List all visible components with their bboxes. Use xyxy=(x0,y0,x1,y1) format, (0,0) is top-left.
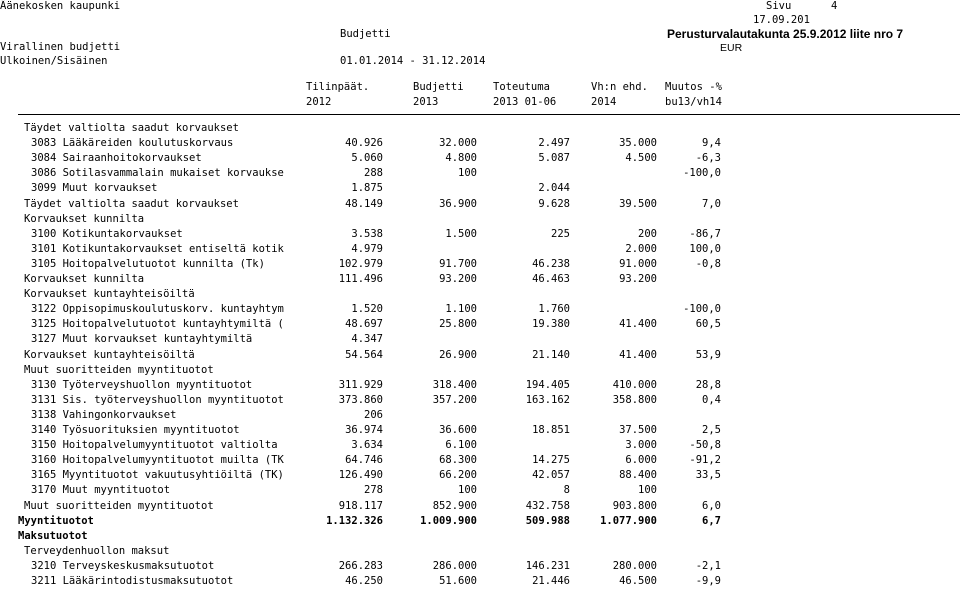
cell-change-percent: -6,3 xyxy=(695,152,721,165)
cell-budget-2013: 93.200 xyxy=(439,273,477,285)
cell-change-percent: -0,8 xyxy=(695,257,721,270)
table-row xyxy=(0,272,960,287)
cell-budget-2013: 4.800 xyxy=(445,152,477,165)
cell-budget-2013: 51.600 xyxy=(439,575,477,587)
row-label: 3105 Hoitopalvelutuotot kunnilta (Tk) xyxy=(31,257,265,270)
cell-actual-2012: 206 xyxy=(364,408,383,421)
col-header-budget-2013: Budjetti xyxy=(413,81,464,93)
row-label: 3100 Kotikuntakorvaukset xyxy=(31,227,183,240)
cell-proposal-2014: 4.500 xyxy=(625,152,657,165)
cell-realization-2013: 14.275 xyxy=(532,454,570,467)
col-header-budget-2013-year: 2013 xyxy=(413,96,439,108)
table-row xyxy=(0,529,960,544)
cell-realization-2013: 2.497 xyxy=(538,137,570,150)
cell-budget-2013: 25.800 xyxy=(439,318,477,331)
table-row xyxy=(0,393,960,408)
row-label: Korvaukset kuntayhteisöiltä xyxy=(24,288,195,301)
cell-proposal-2014: 88.400 xyxy=(619,469,657,482)
cell-actual-2012: 3.538 xyxy=(351,227,383,240)
cell-realization-2013: 1.760 xyxy=(538,303,570,316)
row-label: Korvaukset kuntayhteisöiltä xyxy=(24,348,195,361)
cell-proposal-2014: 903.800 xyxy=(612,499,657,512)
row-label: Korvaukset kunnilta xyxy=(24,212,145,225)
cell-actual-2012: 126.490 xyxy=(338,469,383,482)
row-label: Täydet valtiolta saadut korvaukset xyxy=(24,197,239,210)
cell-actual-2012: 48.697 xyxy=(345,318,383,331)
cell-change-percent: 9,4 xyxy=(702,137,721,150)
cell-actual-2012: 48.149 xyxy=(345,197,383,210)
table-row xyxy=(0,499,960,514)
cell-realization-2013: 432.758 xyxy=(525,499,570,512)
row-label: 3131 Sis. työterveyshuollon myyntituotot xyxy=(31,393,284,406)
row-label: 3165 Myyntituotot vakuutusyhtiöiltä (TK) xyxy=(31,469,284,482)
cell-realization-2013: 8 xyxy=(563,484,570,497)
cell-proposal-2014: 6.000 xyxy=(625,454,657,467)
cell-change-percent: 6,7 xyxy=(702,514,721,527)
cell-change-percent: 100,0 xyxy=(689,242,721,255)
cell-realization-2013: 194.405 xyxy=(525,378,570,391)
cell-proposal-2014: 91.000 xyxy=(619,257,657,270)
cell-proposal-2014: 41.400 xyxy=(619,318,657,331)
cell-budget-2013: 36.600 xyxy=(439,424,477,436)
table-row xyxy=(0,483,960,498)
row-label: Terveydenhuollon maksut xyxy=(24,544,170,557)
cell-change-percent: 6,0 xyxy=(702,499,721,512)
cell-budget-2013: 318.400 xyxy=(432,378,477,391)
table-row xyxy=(0,121,960,136)
table-row xyxy=(0,227,960,242)
cell-change-percent: 7,0 xyxy=(702,197,721,210)
col-header-change-basis: bu13/vh14 xyxy=(665,96,722,108)
col-header-change: Muutos -% xyxy=(665,81,722,93)
table-row xyxy=(0,197,960,212)
table-row xyxy=(0,408,960,423)
cell-change-percent: -91,2 xyxy=(689,454,721,467)
col-header-proposal-year: 2014 xyxy=(591,96,617,108)
row-label: 3160 Hoitopalvelumyyntituotot muilta (TK xyxy=(31,454,284,467)
cell-realization-2013: 146.231 xyxy=(525,559,570,572)
cell-actual-2012: 278 xyxy=(364,484,383,497)
table-row xyxy=(0,136,960,151)
cell-change-percent: 60,5 xyxy=(695,318,721,331)
cell-actual-2012: 46.250 xyxy=(345,575,383,587)
cell-budget-2013: 91.700 xyxy=(439,257,477,270)
table-row xyxy=(0,317,960,332)
table-row xyxy=(0,242,960,257)
row-label: 3084 Sairaanhoitokorvaukset xyxy=(31,152,202,165)
cell-proposal-2014: 46.500 xyxy=(619,575,657,587)
row-label: 3083 Lääkäreiden koulutuskorvaus xyxy=(31,137,234,150)
col-header-actual-2012: Tilinpäät. xyxy=(306,81,370,93)
cell-proposal-2014: 37.500 xyxy=(619,424,657,436)
cell-proposal-2014: 280.000 xyxy=(612,559,657,572)
cell-budget-2013: 100 xyxy=(458,484,477,497)
cell-proposal-2014: 93.200 xyxy=(619,273,657,285)
cell-change-percent: -9,9 xyxy=(695,575,721,587)
row-label: Maksutuotot xyxy=(18,529,88,542)
cell-budget-2013: 32.000 xyxy=(439,137,477,150)
cell-realization-2013: 19.380 xyxy=(532,318,570,331)
row-label: 3099 Muut korvaukset xyxy=(31,182,158,195)
cell-realization-2013: 46.463 xyxy=(532,273,570,285)
cell-proposal-2014: 1.077.900 xyxy=(600,514,657,527)
cell-budget-2013: 357.200 xyxy=(432,393,477,406)
row-label: Täydet valtiolta saadut korvaukset xyxy=(24,122,239,134)
row-label: 3101 Kotikuntakorvaukset entiseltä kotik xyxy=(31,242,284,255)
table-row xyxy=(0,332,960,347)
table-row xyxy=(0,453,960,468)
cell-change-percent: 0,4 xyxy=(702,393,721,406)
table-row xyxy=(0,181,960,196)
cell-actual-2012: 111.496 xyxy=(338,273,383,285)
row-label: 3170 Muut myyntituotot xyxy=(31,484,171,497)
cell-realization-2013: 21.140 xyxy=(532,348,570,361)
table-row xyxy=(0,423,960,438)
table-row xyxy=(0,287,960,302)
table-row xyxy=(0,378,960,393)
cell-realization-2013: 18.851 xyxy=(532,424,570,436)
row-label: 3210 Terveyskeskusmaksutuotot xyxy=(31,559,215,572)
table-row xyxy=(0,468,960,483)
cell-actual-2012: 3.634 xyxy=(351,439,383,452)
cell-change-percent: -100,0 xyxy=(683,303,721,316)
cell-proposal-2014: 100 xyxy=(638,484,657,497)
official-budget-label: Virallinen budjetti xyxy=(0,41,121,53)
col-header-actual-2012-year: 2012 xyxy=(306,96,332,108)
cell-actual-2012: 1.875 xyxy=(351,182,383,195)
cell-budget-2013: 6.100 xyxy=(445,439,477,452)
table-row xyxy=(0,302,960,317)
cell-change-percent: -2,1 xyxy=(695,559,721,572)
cell-realization-2013: 5.087 xyxy=(538,152,570,165)
city-name: Äänekosken kaupunki xyxy=(0,0,121,12)
cell-realization-2013: 9.628 xyxy=(538,197,570,210)
cell-actual-2012: 1.520 xyxy=(351,303,383,316)
table-row xyxy=(0,348,960,363)
cell-proposal-2014: 39.500 xyxy=(619,197,657,210)
row-label: 3125 Hoitopalvelutuotot kuntayhtymiltä ( xyxy=(31,318,284,331)
table-row xyxy=(0,151,960,166)
cell-actual-2012: 64.746 xyxy=(345,454,383,467)
cell-realization-2013: 2.044 xyxy=(538,182,570,195)
cell-actual-2012: 311.929 xyxy=(338,378,383,391)
cell-proposal-2014: 200 xyxy=(638,227,657,240)
header-divider xyxy=(18,114,960,115)
cell-proposal-2014: 410.000 xyxy=(612,378,657,391)
table-row xyxy=(0,559,960,574)
cell-actual-2012: 40.926 xyxy=(345,137,383,150)
cell-budget-2013: 26.900 xyxy=(439,348,477,361)
currency-label: EUR xyxy=(720,42,743,54)
cell-realization-2013: 509.988 xyxy=(525,514,570,527)
cell-budget-2013: 286.000 xyxy=(432,559,477,572)
cell-proposal-2014: 2.000 xyxy=(625,242,657,255)
row-label: 3211 Lääkärintodistusmaksutuotot xyxy=(31,575,234,587)
cell-change-percent: -86,7 xyxy=(689,227,721,240)
cell-actual-2012: 102.979 xyxy=(338,257,383,270)
cell-realization-2013: 163.162 xyxy=(525,393,570,406)
budget-type: Budjetti xyxy=(340,28,391,40)
row-label: 3127 Muut korvaukset kuntayhtymiltä xyxy=(31,333,253,346)
cell-actual-2012: 1.132.326 xyxy=(326,514,383,527)
table-row xyxy=(0,166,960,181)
col-header-proposal: Vh:n ehd. xyxy=(591,81,648,93)
row-label: Myyntituotot xyxy=(18,514,94,527)
table-row xyxy=(0,212,960,227)
cell-realization-2013: 225 xyxy=(551,227,570,240)
cell-actual-2012: 4.979 xyxy=(351,242,383,255)
cell-actual-2012: 5.060 xyxy=(351,152,383,165)
page-number: 4 xyxy=(831,0,838,12)
cell-budget-2013: 36.900 xyxy=(439,197,477,210)
col-header-realization: Toteutuma xyxy=(493,81,550,93)
cell-actual-2012: 266.283 xyxy=(338,559,383,572)
table-row xyxy=(0,438,960,453)
table-row xyxy=(0,574,960,589)
cell-realization-2013: 21.446 xyxy=(532,575,570,587)
cell-actual-2012: 288 xyxy=(364,167,383,180)
row-label: 3150 Hoitopalvelumyyntituotot valtiolta xyxy=(31,439,278,452)
col-header-realization-period: 2013 01-06 xyxy=(493,96,557,108)
cell-change-percent: -50,8 xyxy=(689,439,721,452)
row-label: 3122 Oppisopimuskoulutuskorv. kuntayhtym xyxy=(31,303,284,316)
committee-title: Perusturvalautakunta 25.9.2012 liite nro 7 xyxy=(667,27,904,41)
table-row xyxy=(0,544,960,559)
row-label: Muut suoritteiden myyntituotot xyxy=(24,499,214,512)
cell-change-percent: 28,8 xyxy=(695,378,721,391)
row-label: 3086 Sotilasvammalain mukaiset korvaukse xyxy=(31,167,284,180)
table-row xyxy=(0,514,960,529)
cell-budget-2013: 68.300 xyxy=(439,454,477,467)
cell-change-percent: 2,5 xyxy=(702,424,721,436)
cell-budget-2013: 852.900 xyxy=(432,499,477,512)
cell-proposal-2014: 358.800 xyxy=(612,393,657,406)
cell-actual-2012: 918.117 xyxy=(338,499,383,512)
cell-actual-2012: 373.860 xyxy=(338,393,383,406)
row-label: Korvaukset kunnilta xyxy=(24,273,145,285)
cell-budget-2013: 66.200 xyxy=(439,469,477,482)
row-label: 3130 Työterveyshuollon myyntituotot xyxy=(31,378,253,391)
row-label: 3138 Vahingonkorvaukset xyxy=(31,408,177,421)
cell-budget-2013: 1.009.900 xyxy=(420,514,477,527)
budget-period: 01.01.2014 - 31.12.2014 xyxy=(340,55,486,67)
cell-actual-2012: 4.347 xyxy=(351,333,383,346)
scope-label: Ulkoinen/Sisäinen xyxy=(0,55,108,67)
cell-proposal-2014: 35.000 xyxy=(619,137,657,150)
table-row xyxy=(0,363,960,378)
cell-proposal-2014: 41.400 xyxy=(619,348,657,361)
cell-realization-2013: 42.057 xyxy=(532,469,570,482)
cell-actual-2012: 54.564 xyxy=(345,348,383,361)
cell-change-percent: -100,0 xyxy=(683,167,721,180)
table-row xyxy=(0,257,960,272)
cell-budget-2013: 100 xyxy=(458,167,477,180)
page-label: Sivu xyxy=(766,0,792,12)
cell-realization-2013: 46.238 xyxy=(532,257,570,270)
cell-actual-2012: 36.974 xyxy=(345,424,383,436)
cell-proposal-2014: 3.000 xyxy=(625,439,657,452)
row-label: 3140 Työsuorituksien myyntituotot xyxy=(31,424,240,436)
row-label: Muut suoritteiden myyntituotot xyxy=(24,363,214,376)
cell-budget-2013: 1.500 xyxy=(445,227,477,240)
cell-change-percent: 33,5 xyxy=(695,469,721,482)
cell-budget-2013: 1.100 xyxy=(445,303,477,316)
report-date: 17.09.201 xyxy=(753,14,810,26)
cell-change-percent: 53,9 xyxy=(695,348,721,361)
